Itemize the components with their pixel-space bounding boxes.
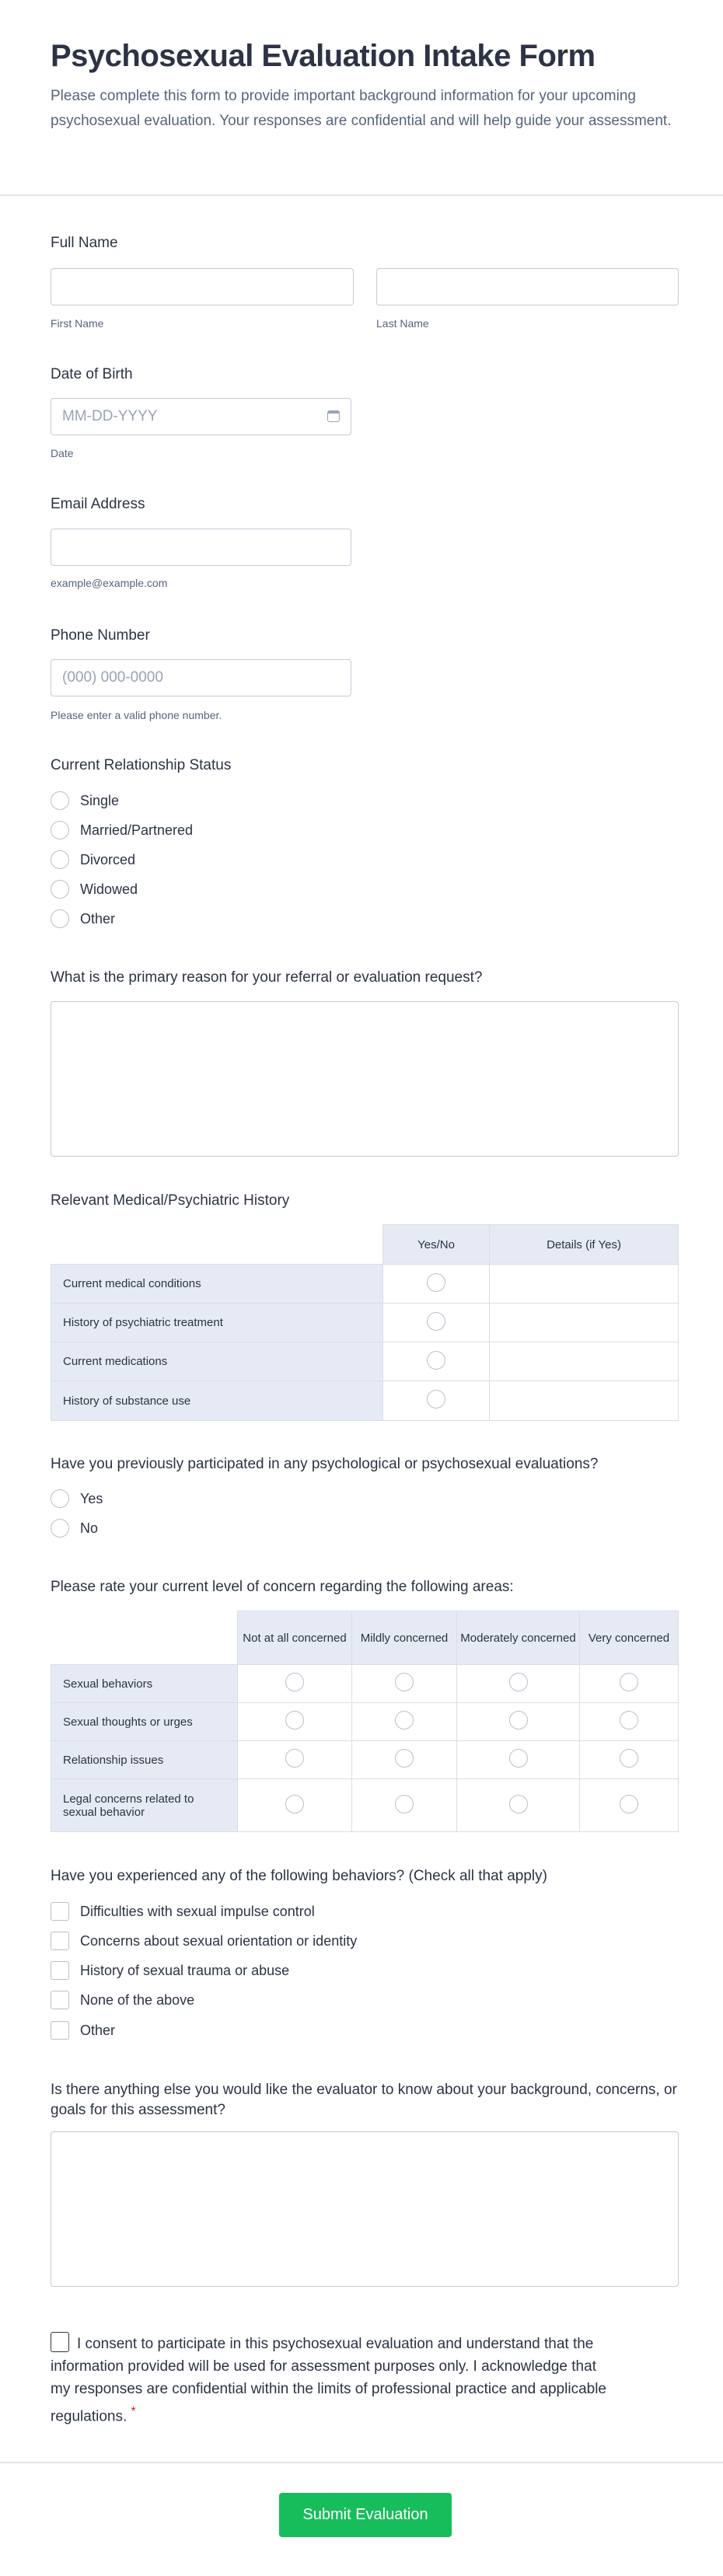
details-cell[interactable]: [490, 1304, 679, 1342]
option-label: No: [80, 1520, 99, 1536]
reason-textarea[interactable]: [51, 1001, 679, 1157]
matrix-row: [51, 1703, 679, 1741]
radio-button[interactable]: [509, 1749, 528, 1768]
yes-no-radio[interactable]: [427, 1312, 445, 1331]
previous-option-no[interactable]: [51, 1519, 98, 1538]
email-label: Email Address: [51, 496, 145, 512]
previous-option-yes[interactable]: [51, 1489, 103, 1508]
table-row: [51, 1265, 679, 1304]
radio-button[interactable]: [620, 1795, 638, 1813]
additional-info-textarea[interactable]: [51, 2131, 679, 2287]
radio-button[interactable]: [509, 1673, 528, 1691]
consent-checkbox[interactable]: [51, 2332, 69, 2352]
option-label: Other: [80, 910, 116, 927]
submit-button[interactable]: Submit Evaluation: [279, 2493, 452, 2537]
behavior-option[interactable]: [51, 1902, 315, 1921]
concern-matrix: [51, 1611, 679, 1832]
column-header: Moderately concerned: [457, 1611, 580, 1665]
radio-button[interactable]: [509, 1711, 528, 1730]
checkbox[interactable]: [51, 1991, 69, 2009]
checkbox[interactable]: [51, 1932, 69, 1950]
header-divider: [0, 194, 723, 196]
column-header: Details (if Yes): [490, 1225, 679, 1265]
radio-button[interactable]: [285, 1673, 304, 1691]
matrix-row: [51, 1779, 679, 1832]
footer-divider: [0, 2462, 723, 2463]
relationship-option-married[interactable]: [51, 821, 193, 839]
radio-button[interactable]: [509, 1795, 528, 1813]
table-row: [51, 1342, 679, 1381]
option-label: History of sexual trauma or abuse: [80, 1962, 290, 1978]
row-label: Current medical conditions: [51, 1265, 383, 1304]
radio-button[interactable]: [51, 909, 69, 928]
radio-button[interactable]: [395, 1711, 414, 1730]
option-label: Single: [80, 792, 120, 808]
table-row: [51, 1381, 679, 1421]
phone-label: Phone Number: [51, 627, 150, 644]
last-name-input[interactable]: [376, 268, 679, 305]
radio-button[interactable]: [51, 1489, 69, 1508]
checkbox[interactable]: [51, 1902, 69, 1921]
yes-no-radio[interactable]: [427, 1390, 445, 1408]
row-label: Current medications: [51, 1342, 383, 1381]
column-header: Yes/No: [383, 1225, 490, 1265]
yes-no-radio[interactable]: [427, 1273, 445, 1292]
first-name-sublabel: First Name: [51, 317, 104, 330]
additional-info-label: Is there anything else you would like the evaluator to know about your background, concerns, or goals for this assessment?: [51, 2082, 677, 2118]
details-cell[interactable]: [490, 1265, 679, 1304]
behaviors-label: Have you experienced any of the following behaviors? (Check all that apply): [51, 1868, 547, 1884]
radio-button[interactable]: [395, 1673, 414, 1691]
option-label: None of the above: [80, 1991, 195, 2008]
row-label: Legal concerns related to sexual behavior: [51, 1779, 238, 1832]
row-label: Sexual behaviors: [51, 1665, 238, 1703]
dob-input[interactable]: [51, 398, 351, 435]
radio-button[interactable]: [285, 1795, 304, 1813]
form-description: Please complete this form to provide important background information for your upcoming psychosexual evaluation. Your responses are confidential and will help guide your assessment.: [51, 88, 672, 129]
dob-placeholder: MM-DD-YYYY: [62, 408, 158, 424]
option-label: Concerns about sexual orientation or identity: [80, 1932, 358, 1949]
column-header: Not at all concerned: [238, 1611, 352, 1665]
radio-button[interactable]: [51, 850, 69, 869]
matrix-row: [51, 1665, 679, 1703]
medical-history-label: Relevant Medical/Psychiatric History: [51, 1192, 290, 1209]
consent-field[interactable]: [51, 2332, 610, 2428]
concern-label: Please rate your current level of concern regarding the following areas:: [51, 1579, 514, 1595]
row-label: History of substance use: [51, 1381, 383, 1421]
phone-input[interactable]: [51, 659, 351, 696]
radio-button[interactable]: [51, 821, 69, 839]
table-row: [51, 1304, 679, 1342]
last-name-sublabel: Last Name: [376, 317, 429, 330]
radio-button[interactable]: [620, 1673, 638, 1691]
first-name-input[interactable]: [51, 268, 354, 305]
reason-label: What is the primary reason for your referral or evaluation request?: [51, 969, 483, 986]
option-label: Widowed: [80, 881, 138, 897]
option-label: Yes: [80, 1490, 103, 1506]
relationship-label: Current Relationship Status: [51, 757, 232, 773]
email-input[interactable]: [51, 529, 351, 566]
option-label: Divorced: [80, 851, 136, 867]
checkbox[interactable]: [51, 1961, 69, 1980]
calendar-icon[interactable]: [327, 410, 340, 422]
option-label: Other: [80, 2022, 116, 2038]
radio-button[interactable]: [620, 1711, 638, 1730]
consent-text: I consent to participate in this psychosexual evaluation and understand that the information provided will be used for assessment purposes only. I acknowledge that my responses are confidential within the limits of professional practice and applicable regulations.: [51, 2336, 606, 2425]
relationship-option-widowed[interactable]: [51, 880, 138, 899]
row-label: Relationship issues: [51, 1741, 238, 1779]
details-cell[interactable]: [490, 1381, 679, 1421]
dob-sublabel: Date: [51, 447, 74, 459]
radio-button[interactable]: [51, 791, 69, 810]
behavior-option[interactable]: [51, 1932, 357, 1950]
behavior-option[interactable]: [51, 1991, 194, 2009]
phone-sublabel: Please enter a valid phone number.: [51, 709, 222, 721]
relationship-option-single[interactable]: [51, 791, 119, 810]
matrix-row: [51, 1741, 679, 1779]
radio-button[interactable]: [395, 1749, 414, 1768]
previous-evaluation-label: Have you previously participated in any psychological or psychosexual evaluations?: [51, 1456, 599, 1472]
radio-button[interactable]: [285, 1711, 304, 1730]
radio-button[interactable]: [285, 1749, 304, 1768]
radio-button[interactable]: [51, 1519, 69, 1538]
radio-button[interactable]: [51, 880, 69, 899]
medical-history-table: [51, 1224, 679, 1421]
details-cell[interactable]: [490, 1342, 679, 1381]
email-sublabel: example@example.com: [51, 577, 168, 589]
phone-placeholder: (000) 000-0000: [62, 669, 163, 686]
column-header: Mildly concerned: [352, 1611, 457, 1665]
option-label: Married/Partnered: [80, 822, 194, 838]
option-label: Difficulties with sexual impulse control: [80, 1903, 315, 1919]
checkbox[interactable]: [51, 2021, 69, 2040]
radio-button[interactable]: [620, 1749, 638, 1768]
full-name-label: Full Name: [51, 235, 118, 251]
page-title: Psychosexual Evaluation Intake Form: [51, 39, 596, 73]
behavior-option[interactable]: [51, 2021, 115, 2040]
row-label: Sexual thoughts or urges: [51, 1703, 238, 1741]
column-header: Very concerned: [580, 1611, 679, 1665]
relationship-option-other[interactable]: [51, 909, 115, 928]
relationship-option-divorced[interactable]: [51, 850, 135, 869]
dob-label: Date of Birth: [51, 366, 133, 382]
row-label: History of psychiatric treatment: [51, 1304, 383, 1342]
required-asterisk: *: [131, 2405, 136, 2418]
radio-button[interactable]: [395, 1795, 414, 1813]
behavior-option[interactable]: [51, 1961, 289, 1980]
yes-no-radio[interactable]: [427, 1351, 445, 1370]
